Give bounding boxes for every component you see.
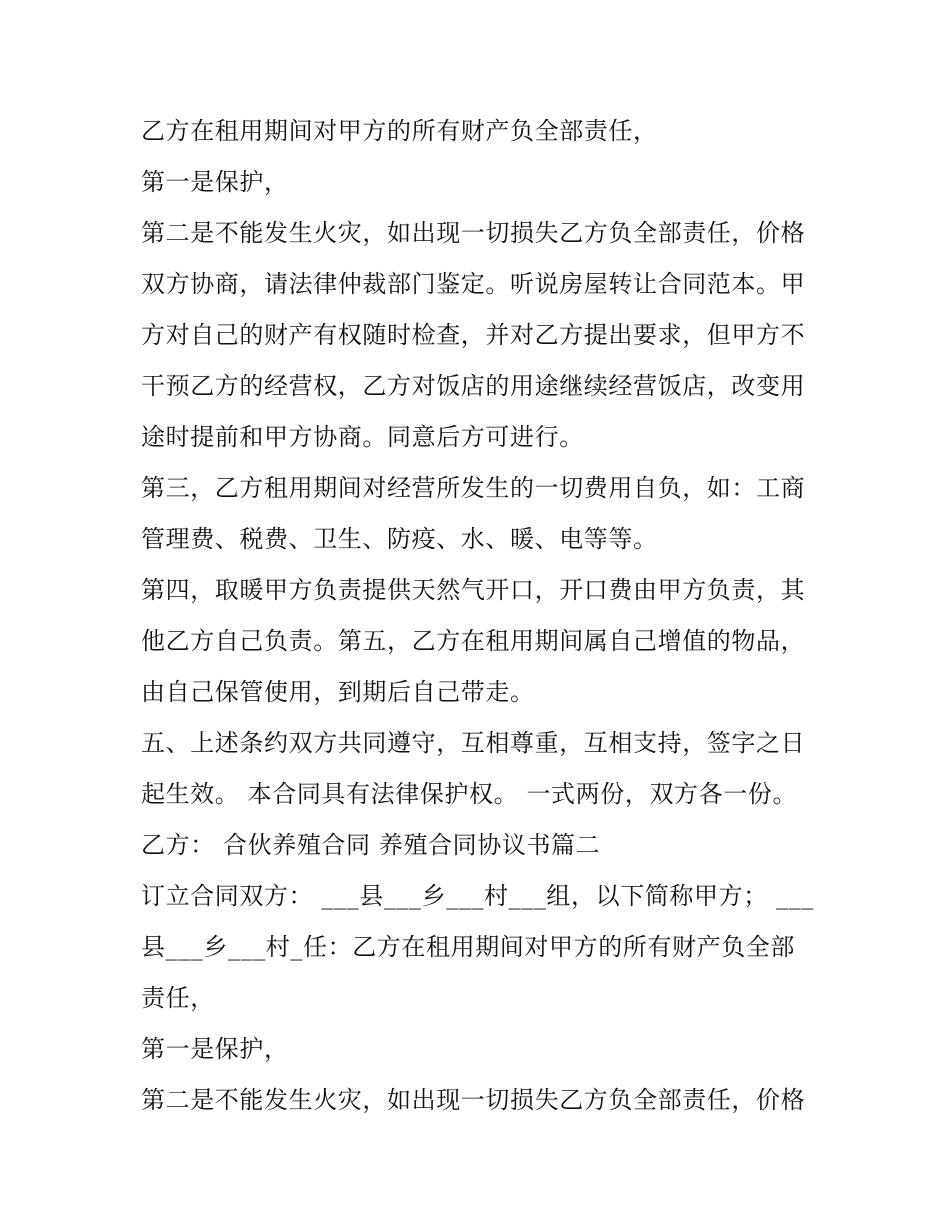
text-line: 乙方： 合伙养殖合同 养殖合同协议书篇二 xyxy=(141,831,601,859)
text-line: 双方协商，请法律仲裁部门鉴定。听说房屋转让合同范本。甲 xyxy=(141,270,806,298)
text-line: 途时提前和甲方协商。同意后方可进行。 xyxy=(141,423,584,451)
text-line: 五、上述条约双方共同遵守，互相尊重，互相支持，签字之日 xyxy=(141,729,806,757)
text-line: 由自己保管使用，到期后自己带走。 xyxy=(141,678,535,706)
text-line: 他乙方自己负责。第五，乙方在租用期间属自己增值的物品， xyxy=(141,627,806,655)
document-body xyxy=(141,106,821,1126)
text-line: 县___乡___村_任：乙方在租用期间对甲方的所有财产负全部 xyxy=(141,933,795,961)
text-line: 第二是不能发生火灾，如出现一切损失乙方负全部责任，价格 xyxy=(141,1086,806,1114)
text-line: 第二是不能发生火灾，如出现一切损失乙方负全部责任，价格 xyxy=(141,219,806,247)
text-line: 起生效。 本合同具有法律保护权。 一式两份，双方各一份。 xyxy=(141,780,798,808)
text-line: 管理费、税费、卫生、防疫、水、暖、电等等。 xyxy=(141,525,658,553)
text-line: 乙方在租用期间对甲方的所有财产负全部责任， xyxy=(141,117,658,145)
text-line: 订立合同双方： ___县___乡___村___组，以下简称甲方； ___ xyxy=(141,882,814,910)
text-line: 责任， xyxy=(141,984,215,1012)
text-line: 第三，乙方租用期间对经营所发生的一切费用自负，如：工商 xyxy=(141,474,806,502)
text-line: 第一是保护， xyxy=(141,1035,289,1063)
text-line: 干预乙方的经营权，乙方对饭店的用途继续经营饭店，改变用 xyxy=(141,372,806,400)
text-line: 第四，取暖甲方负责提供天然气开口，开口费由甲方负责，其 xyxy=(141,576,806,604)
text-line: 第一是保护， xyxy=(141,168,289,196)
text-line: 方对自己的财产有权随时检查，并对乙方提出要求，但甲方不 xyxy=(141,321,806,349)
